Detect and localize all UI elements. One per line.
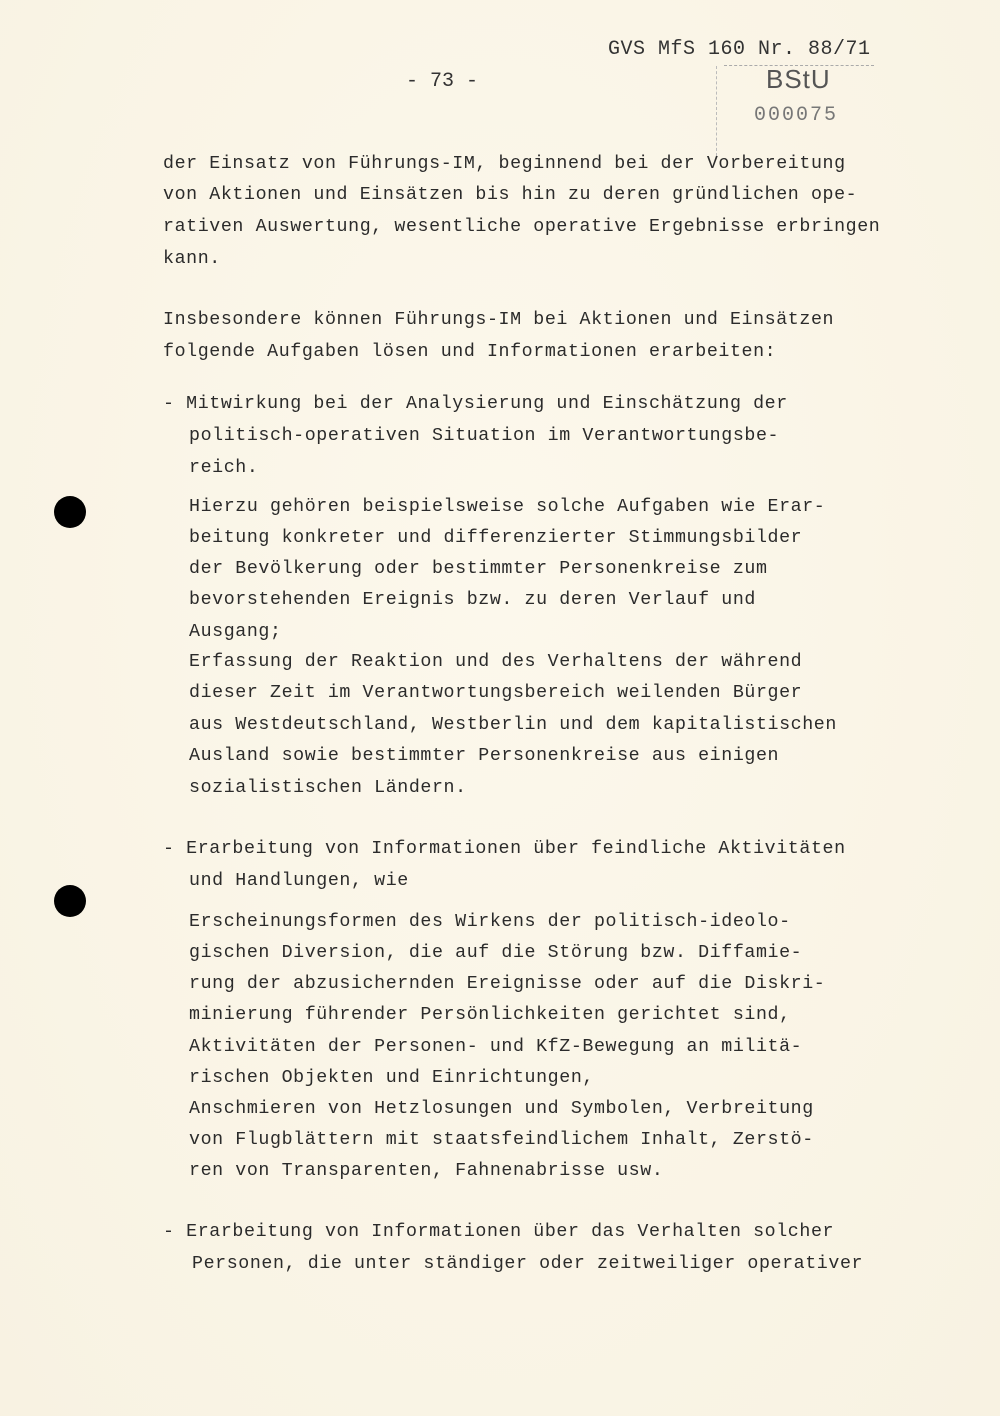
- body-line: ren von Transparenten, Fahnenabrisse usw.: [189, 1161, 664, 1181]
- body-line: Hierzu gehören beispielsweise solche Aufgaben wie Erar-: [189, 497, 826, 517]
- document-reference: GVS MfS 160 Nr. 88/71: [608, 38, 871, 61]
- list-item-line: - Erarbeitung von Informationen über feindliche Aktivitäten: [163, 839, 846, 859]
- body-line: aus Westdeutschland, Westberlin und dem kapitalistischen: [189, 715, 837, 735]
- list-item-line: - Mitwirkung bei der Analysierung und Einschätzung der: [163, 394, 788, 414]
- body-line: gischen Diversion, die auf die Störung bzw. Diffamie-: [189, 943, 803, 963]
- body-line: Erscheinungsformen des Wirkens der politisch-ideolo-: [189, 912, 791, 932]
- body-line: der Bevölkerung oder bestimmter Personenkreise zum: [189, 559, 768, 579]
- punch-hole-icon: [54, 885, 86, 917]
- body-line: Erfassung der Reaktion und des Verhaltens der während: [189, 652, 803, 672]
- body-line: Ausgang;: [189, 622, 282, 642]
- list-item-line: Personen, die unter ständiger oder zeitweiliger operativer: [192, 1254, 864, 1274]
- body-line: von Aktionen und Einsätzen bis hin zu deren gründlichen ope-: [163, 185, 858, 205]
- body-line: rung der abzusichernden Ereignisse oder auf die Diskri-: [189, 974, 826, 994]
- body-line: kann.: [163, 249, 221, 269]
- archive-stamp-label: BStU: [766, 64, 831, 94]
- list-item-line: - Erarbeitung von Informationen über das Verhalten solcher: [163, 1222, 835, 1242]
- body-line: dieser Zeit im Verantwortungsbereich weilenden Bürger: [189, 683, 803, 703]
- body-line: der Einsatz von Führungs-IM, beginnend bei der Vorbereitung: [163, 154, 846, 174]
- body-line: sozialistischen Ländern.: [189, 778, 467, 798]
- list-item-line: und Handlungen, wie: [189, 871, 409, 891]
- body-line: beitung konkreter und differenzierter Stimmungsbilder: [189, 528, 803, 548]
- archive-stamp-number: 000075: [754, 104, 839, 127]
- body-line: Anschmieren von Hetzlosungen und Symbolen, Verbreitung: [189, 1099, 814, 1119]
- list-item-line: politisch-operativen Situation im Verantwortungsbe-: [189, 426, 780, 446]
- body-line: von Flugblättern mit staatsfeindlichem Inhalt, Zerstö-: [189, 1130, 814, 1150]
- body-line: Insbesondere können Führungs-IM bei Aktionen und Einsätzen: [163, 310, 835, 330]
- punch-hole-icon: [54, 496, 86, 528]
- body-line: minierung führender Persönlichkeiten gerichtet sind,: [189, 1005, 791, 1025]
- body-line: rativen Auswertung, wesentliche operative Ergebnisse erbringen: [163, 217, 881, 237]
- body-line: Ausland sowie bestimmter Personenkreise aus einigen: [189, 746, 780, 766]
- stamp-border-left: [716, 66, 717, 156]
- list-item-line: reich.: [189, 458, 259, 478]
- page-number: - 73 -: [406, 70, 479, 93]
- body-line: bevorstehenden Ereignis bzw. zu deren Verlauf und: [189, 590, 756, 610]
- body-line: Aktivitäten der Personen- und KfZ-Bewegung an militä-: [189, 1037, 803, 1057]
- body-line: rischen Objekten und Einrichtungen,: [189, 1068, 594, 1088]
- body-line: folgende Aufgaben lösen und Informationen erarbeiten:: [163, 342, 777, 362]
